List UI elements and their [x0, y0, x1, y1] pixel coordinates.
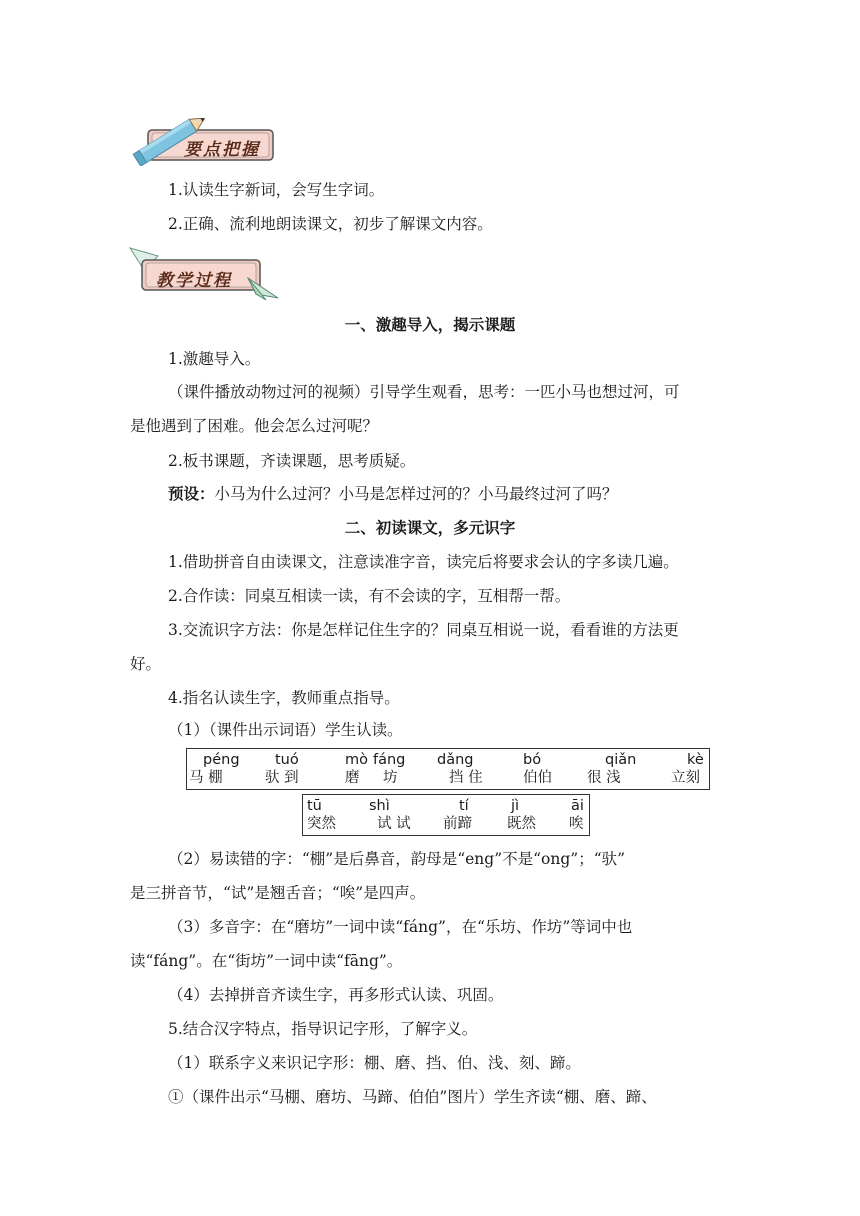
s2-p4-3b: 读“fáng”。在“街坊”一词中读“fāng”。: [130, 952, 403, 970]
word: 马 棚: [189, 770, 223, 786]
s2-p3b: 好。: [130, 655, 162, 673]
word: 既然: [507, 816, 536, 832]
word: 唉: [569, 816, 584, 832]
pinyin: jì: [511, 798, 520, 814]
s1-p1: 1.激趣导入。: [168, 350, 261, 368]
s2-p5-1: （1）联系字义来识记字形：棚、磨、挡、伯、浅、刻、蹄。: [168, 1054, 581, 1072]
pinyin: mò: [345, 752, 368, 768]
s2-p1: 1.借助拼音自由读课文，注意读准字音，读完后将要求会认的字多读几遍。: [168, 553, 679, 571]
s1-p3: 2.板书课题，齐读课题，思考质疑。: [168, 452, 416, 470]
pinyin: tū: [307, 798, 322, 814]
pinyin: qiǎn: [605, 752, 637, 768]
word: 很 浅: [587, 770, 621, 786]
word: 前蹄: [443, 816, 472, 832]
pinyin: dǎng: [437, 752, 474, 768]
word: 磨: [345, 770, 360, 786]
s2-p4-2b: 是三拼音节，“试”是翘舌音；“唉”是四声。: [130, 884, 426, 902]
s1-p2a: （课件播放动物过河的视频）引导学生观看，思考：一匹小马也想过河，可: [168, 383, 680, 401]
word: 伯伯: [523, 770, 552, 786]
s2-p4-1: （1）（课件出示词语）学生认读。: [168, 721, 403, 739]
s1-p2b: 是他遇到了困难。他会怎么过河呢？: [130, 417, 379, 435]
preset-label: 预设：: [168, 484, 215, 503]
word: 立刻: [671, 770, 700, 786]
pinyin-word-box-2: [302, 794, 590, 836]
s1-preset: [168, 484, 618, 504]
word: 试 试: [377, 816, 411, 832]
section2-heading: 二、初读课文，多元识字: [344, 518, 516, 537]
objective-1: 1.认读生字新词，会写生字词。: [168, 181, 385, 199]
word: 挡 住: [449, 770, 483, 786]
word: 驮 到: [265, 770, 299, 786]
pinyin: tuó: [275, 752, 299, 768]
s2-p4-4: （4）去掉拼音齐读生字，再多形式认读、巩固。: [168, 986, 504, 1004]
pinyin: kè: [687, 752, 704, 768]
preset-text: 小马为什么过河？小马是怎样过河的？小马最终过河了吗？: [214, 485, 618, 503]
objective-2: 2.正确、流利地朗读课文，初步了解课文内容。: [168, 215, 493, 233]
s2-p5: 5.结合汉字特点，指导识记字形，了解字义。: [168, 1020, 478, 1038]
key-points-label: 要点把握: [184, 140, 260, 160]
teaching-process-badge: [128, 242, 280, 302]
s2-p4-3a: （3）多音字：在“磨坊”一词中读“fáng”，在“乐坊、作坊”等词中也: [168, 918, 633, 936]
s2-p4: 4.指名认读生字，教师重点指导。: [168, 689, 400, 707]
teaching-process-label: 教学过程: [156, 271, 232, 291]
pinyin: fáng: [373, 752, 406, 768]
pinyin: bó: [523, 752, 542, 768]
pinyin: shì: [369, 798, 390, 814]
pinyin-word-box-1: [186, 748, 710, 790]
s2-p4-2a: （2）易读错的字：“棚”是后鼻音，韵母是“eng”不是“ong”；“驮”: [168, 850, 626, 868]
s2-p2: 2.合作读：同桌互相读一读，有不会读的字，互相帮一帮。: [168, 587, 571, 605]
pinyin: péng: [203, 752, 240, 768]
key-points-badge: [128, 118, 278, 166]
pinyin: āi: [571, 798, 584, 814]
pinyin: tí: [459, 798, 469, 814]
section1-heading: 一、激趣导入，揭示课题: [344, 315, 516, 334]
word: 坊: [383, 770, 398, 786]
s2-p3a: 3.交流识字方法：你是怎样记住生字的？同桌互相说一说，看看谁的方法更: [168, 621, 679, 639]
word: 突然: [307, 816, 336, 832]
s2-p5-2: ①（课件出示“马棚、磨坊、马蹄、伯伯”图片）学生齐读“棚、磨、蹄、: [168, 1088, 657, 1106]
